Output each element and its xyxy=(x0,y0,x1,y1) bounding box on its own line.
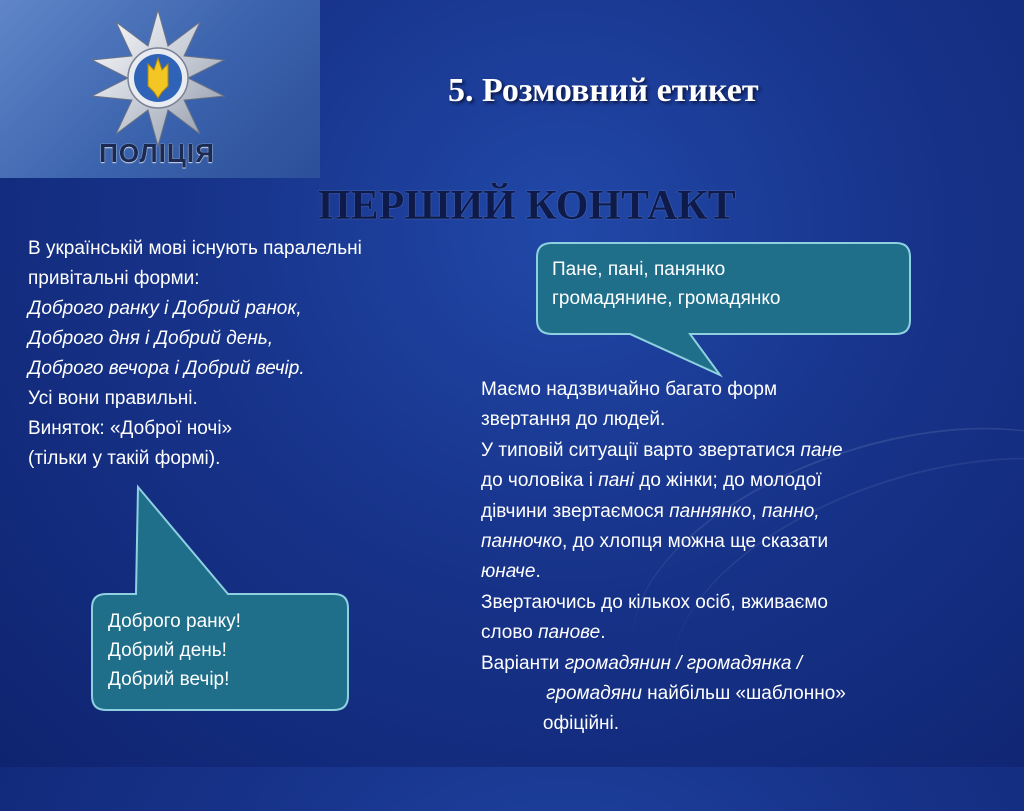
text-run: . xyxy=(600,622,606,644)
text-line xyxy=(481,405,981,435)
text-run: слово xyxy=(481,622,539,644)
text-run: Маємо надзвичайно багато форм xyxy=(481,379,778,400)
text-line: Усі вони правильні. xyxy=(28,388,198,409)
text-run-italic: юначе xyxy=(481,561,536,583)
text-run: звертання до людей. xyxy=(481,409,666,431)
text-run: . xyxy=(535,561,541,583)
logo-text: ПОЛІЦІЯ xyxy=(99,138,215,168)
address-forms-text-block xyxy=(481,375,981,740)
text-line: (тільки у такій формі). xyxy=(28,448,221,469)
text-run: Варіанти xyxy=(481,652,565,674)
text-run-italic: пане xyxy=(800,439,843,461)
text-run-italic: панове xyxy=(538,622,601,644)
text-line xyxy=(481,527,981,557)
text-run-italic: громадянин / громадянка / xyxy=(564,652,803,674)
text-run: до чоловіка і xyxy=(481,470,599,492)
text-line xyxy=(481,618,981,648)
text-run-italic: панно, xyxy=(761,500,820,522)
bubble-top-text xyxy=(552,255,780,313)
text-run: , xyxy=(751,500,762,522)
bubble-line: Доброго ранку! xyxy=(108,611,241,632)
text-run-italic: паннянко xyxy=(669,500,752,522)
text-line xyxy=(481,436,981,466)
text-line: Доброго дня і Добрий день, xyxy=(28,328,274,349)
text-run: до жінки; до молодої xyxy=(633,470,822,492)
text-line xyxy=(481,649,981,679)
text-line xyxy=(481,679,911,709)
text-run: Звертаючись до кількох осіб, вживаємо xyxy=(481,591,828,613)
text-run: дівчини звертаємося xyxy=(481,500,670,522)
text-line xyxy=(481,375,981,405)
slide-title: 5. Розмовний етикет xyxy=(448,72,759,109)
slide-subtitle: ПЕРШИЙ КОНТАКТ xyxy=(318,183,736,229)
text-run: найбільш «шаблонно» xyxy=(641,683,846,705)
text-run-italic: пані xyxy=(598,470,634,492)
bubble-line: Добрий день! xyxy=(108,640,227,661)
text-line xyxy=(481,588,981,618)
text-run: , до хлопця можна ще сказати xyxy=(562,531,829,553)
text-line: привітальні форми: xyxy=(28,268,200,289)
text-line: Доброго вечора і Добрий вечір. xyxy=(28,358,305,379)
bubble-line: Пане, пані, панянко xyxy=(552,259,726,280)
bubble-line: Добрий вечір! xyxy=(108,669,230,690)
text-run: У типовій ситуації варто звертатися xyxy=(481,439,801,461)
text-line xyxy=(481,709,681,739)
bubble-bottom-text xyxy=(108,607,241,694)
text-line: Виняток: «Доброї ночі» xyxy=(28,418,233,439)
text-line: В українській мові існують паралельні xyxy=(28,238,362,259)
bubble-line: громадянине, громадянко xyxy=(552,288,781,309)
text-line: Доброго ранку і Добрий ранок, xyxy=(28,298,302,319)
text-run-italic: панночко xyxy=(481,531,563,553)
text-run-italic: громадяни xyxy=(546,683,642,705)
text-line xyxy=(481,557,981,587)
text-run: офіційні. xyxy=(542,713,620,735)
text-line xyxy=(481,466,981,496)
text-line xyxy=(481,497,981,527)
